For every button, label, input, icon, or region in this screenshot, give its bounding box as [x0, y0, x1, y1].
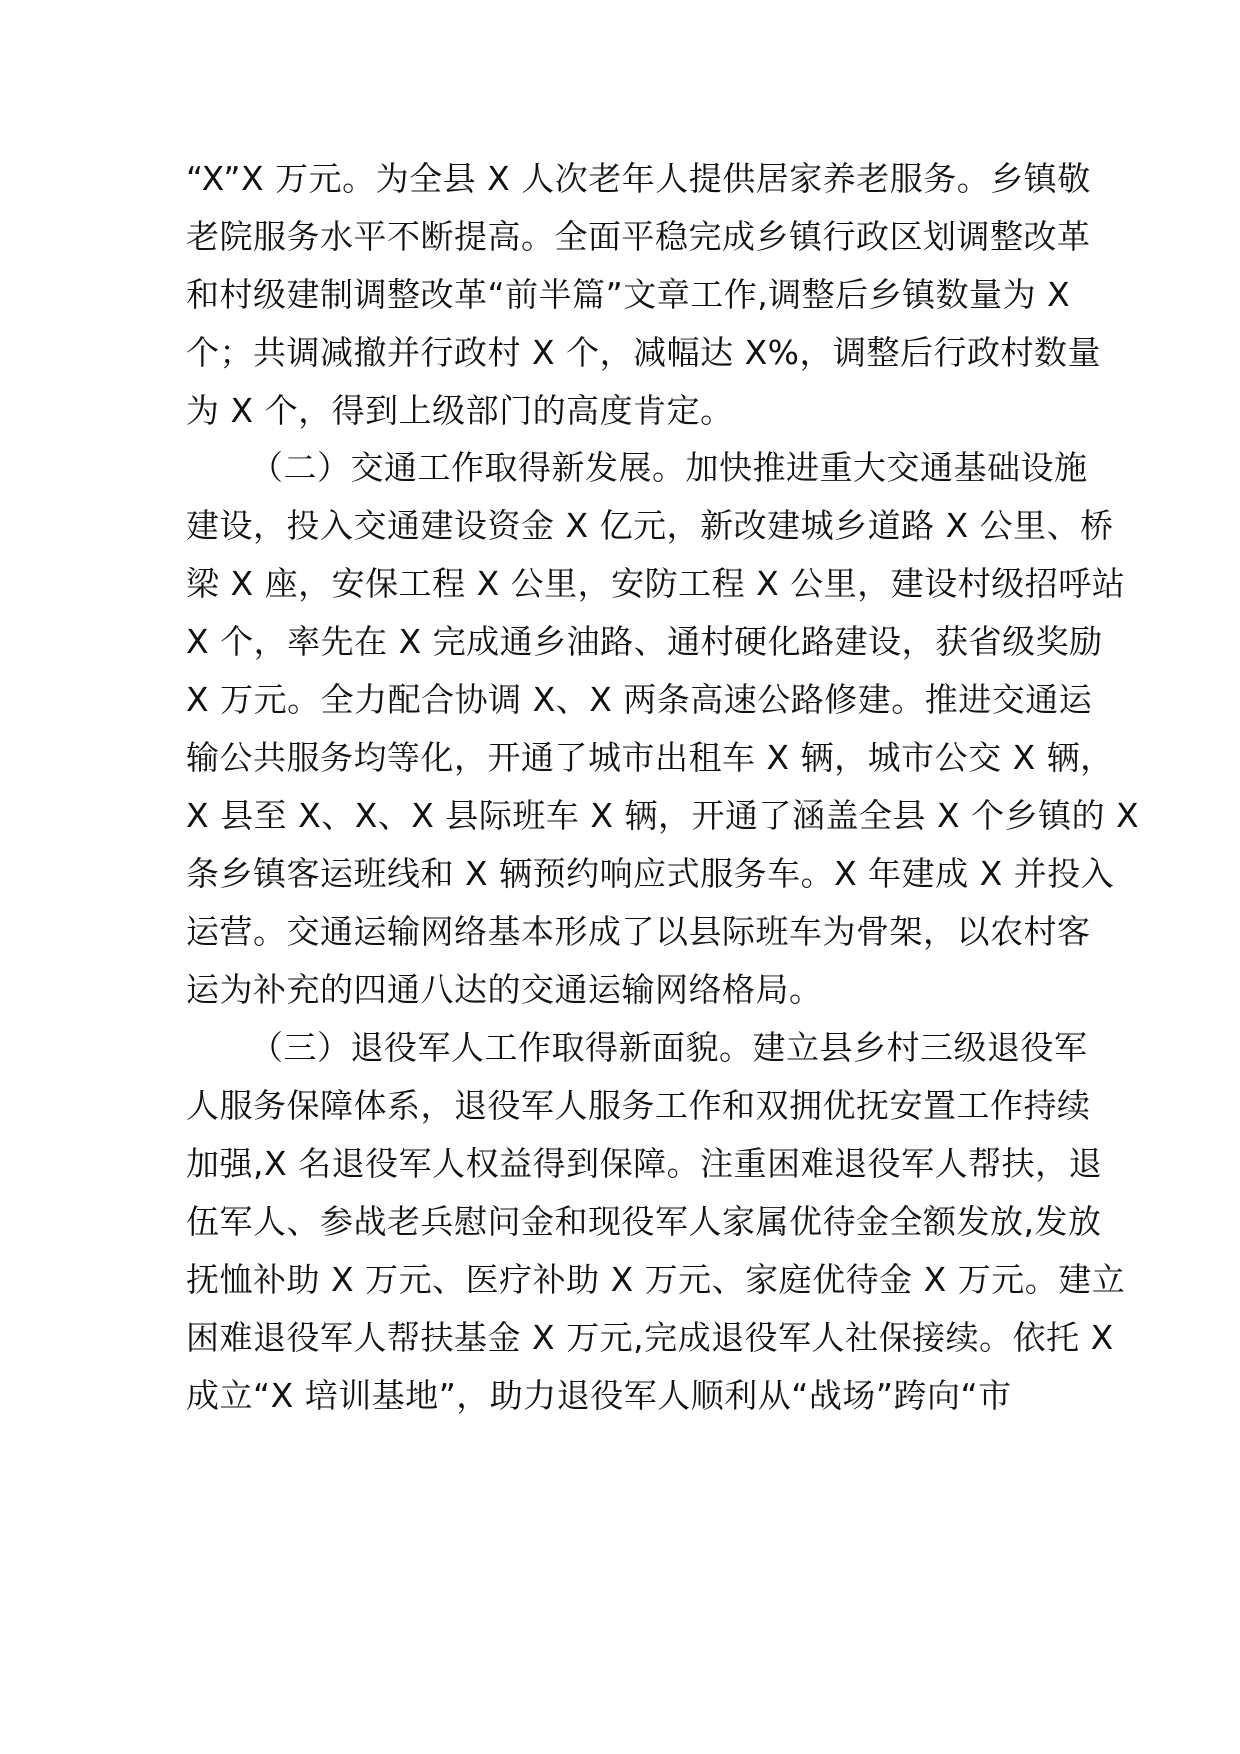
text-line: 抚恤补助 X 万元、医疗补助 X 万元、家庭优待金 X 万元。建立 — [186, 1260, 1126, 1299]
text-line: 运为补充的四通八达的交通运输网络格局。 — [186, 970, 823, 1009]
text-line: 输公共服务均等化，开通了城市出租车 X 辆，城市公交 X 辆， — [186, 738, 1114, 777]
section-heading-veterans: （三）退役军人工作取得新面貌。建立县乡村三级退役军 — [250, 1028, 1088, 1067]
text-line: 和村级建制调整改革“前半篇”文章工作,调整后乡镇数量为 X — [186, 275, 1071, 314]
text-line: 困难退役军人帮扶基金 X 万元,完成退役军人社保接续。依托 X — [186, 1318, 1114, 1357]
text-line: 为 X 个，得到上级部门的高度肯定。 — [186, 391, 734, 430]
section-heading-transport: （二）交通工作取得新发展。加快推进重大交通基础设施 — [250, 448, 1088, 487]
text-line: X 个，率先在 X 完成通乡油路、通村硬化路建设，获省级奖励 — [186, 622, 1103, 661]
text-line: 梁 X 座，安保工程 X 公里，安防工程 X 公里，建设村级招呼站 — [186, 564, 1126, 603]
text-line: “X”X 万元。为全县 X 人次老年人提供居家养老服务。乡镇敬 — [186, 159, 1091, 198]
text-line: 成立“X 培训基地”，助力退役军人顺利从“战场”跨向“市 — [186, 1376, 1012, 1415]
text-line: 条乡镇客运班线和 X 辆预约响应式服务车。X 年建成 X 并投入 — [186, 854, 1115, 893]
text-line: 建设，投入交通建设资金 X 亿元，新改建城乡道路 X 公里、桥 — [186, 506, 1114, 545]
text-line: 人服务保障体系，退役军人服务工作和双拥优抚安置工作持续 — [186, 1086, 1091, 1125]
text-line: 老院服务水平不断提高。全面平稳完成乡镇行政区划调整改革 — [186, 217, 1091, 256]
text-line: 个；共调减撤并行政村 X 个，减幅达 X%，调整后行政村数量 — [186, 333, 1102, 372]
text-line: 加强,X 名退役军人权益得到保障。注重困难退役军人帮扶，退 — [186, 1144, 1103, 1183]
text-line: X 县至 X、X、X 县际班车 X 辆，开通了涵盖全县 X 个乡镇的 X — [186, 796, 1140, 835]
text-line: 运营。交通运输网络基本形成了以县际班车为骨架，以农村客 — [186, 912, 1091, 951]
text-line: X 万元。全力配合协调 X、X 两条高速公路修建。推进交通运 — [186, 680, 1093, 719]
text-line: 伍军人、参战老兵慰问金和现役军人家属优待金全额发放,发放 — [186, 1202, 1102, 1241]
